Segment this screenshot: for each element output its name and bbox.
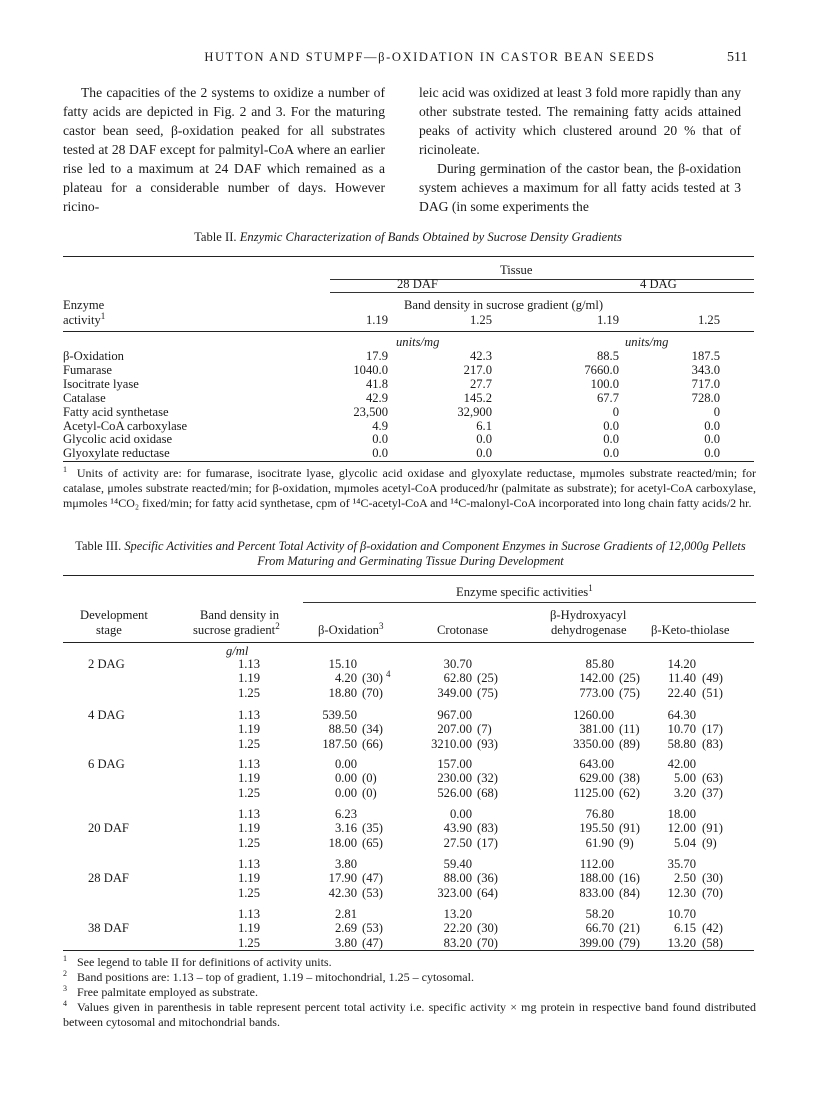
table3-percent-keto: (63) (702, 771, 723, 786)
table3-cell-keto: 42.00 (667, 757, 696, 771)
table3-percent-hyd: (75) (619, 685, 640, 700)
table3-percent-hyd: (9) (619, 835, 634, 850)
body-column-right (419, 83, 741, 216)
table2-footnote (63, 466, 756, 511)
table3-density: 1.13 (237, 708, 260, 722)
table3-percent-keto: (70) (702, 885, 723, 900)
table3-percent-keto: (91) (702, 821, 723, 836)
table3-cell-crot: 967.00 (437, 708, 472, 722)
table3-cell-crot: 230.00 (437, 771, 472, 786)
table3-density: 1.13 (237, 857, 260, 871)
table3-percent-hyd: (25) (619, 671, 640, 686)
table3-enzyme-header-text: Enzyme specific activities (456, 585, 589, 599)
table3-percent-crot: (25) (477, 671, 498, 686)
table3-percent-box: (65) (362, 835, 383, 850)
table3-boxidation-header-text: β-Oxidation (318, 623, 379, 637)
table2-cell: 187.5 (691, 349, 720, 363)
footnote-ref: 3 (378, 620, 384, 631)
body-paragraph: The capacities of the 2 systems to oxidize a number of fatty acids are depicted in Fig. 2 and 3. For the maturing castor bean seed, β-oxidation peaked for all substrates tested at 28 DAF except for palmityl-CoA where an earlier rise led to a maximum at 24 DAF which remained as a plateau for a considerable number of days. However ricino- (63, 85, 385, 214)
table3-percent-box: (34) (362, 722, 383, 737)
table2-cell: 217.0 (463, 362, 492, 377)
table2-units-left-text: units/mg (396, 335, 440, 349)
table3-stage-label: 28 DAF (88, 871, 129, 886)
table3-percent-crot: (7) (477, 722, 492, 737)
table3-cell-box: 15.10 (328, 657, 357, 671)
table3-bottom-rule (63, 950, 754, 951)
table3-percent-box: (0) (362, 771, 377, 786)
table2-row-label: Glycolic acid oxidase (63, 432, 173, 447)
table3-caption-label: Table III. (75, 539, 122, 553)
table3-footnote-text: Free palmitate employed as substrate. (77, 985, 258, 999)
table3-density: 1.13 (237, 907, 260, 921)
footnote-mark: 1 (63, 954, 67, 963)
table3-hydroxyacyl-header: β-Hydroxyacyl (550, 608, 627, 622)
table3-footnote-text: Values given in parenthesis in table represent percent total activity i.e. specific activity × mg protein in respective band found distributed between cytosomal and mitochondrial bands. (63, 1000, 756, 1029)
table3-stage-label: 20 DAF (88, 821, 129, 836)
table3-cell-crot: 27.50 (443, 835, 472, 850)
table2-density: 1.19 (596, 313, 619, 327)
footnote-mark: 1 (63, 465, 67, 474)
table3-top-rule (63, 575, 754, 576)
table3-cell-hyd: 142.00 (579, 671, 614, 686)
table3-cell-crot: 157.00 (437, 757, 472, 771)
table3-percent-hyd: (11) (619, 722, 640, 737)
table3-cell-hyd: 381.00 (579, 722, 614, 737)
table2-cell: 0 (612, 404, 619, 419)
table3-percent-keto: (83) (702, 736, 723, 751)
table3-cell-box: 3.80 (334, 935, 357, 950)
table2-cell: 67.7 (596, 390, 619, 405)
footnote-ref: 1 (588, 582, 593, 593)
table3-percent-hyd: (89) (619, 736, 640, 751)
table2-cell: 0.0 (704, 432, 720, 447)
table2-density: 1.25 (469, 313, 492, 327)
table3-percent-box: (53) (362, 921, 383, 936)
table3-cell-crot: 0.00 (449, 807, 472, 821)
table3-cell-keto: 12.00 (667, 821, 696, 836)
table3-percent-hyd: (16) (619, 871, 640, 886)
table3-footnote (63, 955, 756, 970)
table2-cell: 0.0 (704, 418, 720, 433)
table3-cell-keto: 2.50 (673, 871, 696, 886)
table2-group-28daf: 28 DAF (397, 277, 438, 291)
table3-cell-box: 2.81 (334, 907, 357, 921)
table3-cell-box: 6.23 (334, 807, 357, 821)
table3-cell-crot: 88.00 (443, 871, 472, 886)
table3-cell-box: 18.00 (328, 835, 357, 850)
table3-cell-hyd: 66.70 (585, 921, 614, 936)
table3-dev-header: Development (80, 608, 148, 622)
table3-density: 1.25 (237, 785, 260, 800)
table3-percent-crot: (70) (477, 935, 498, 950)
table3-cell-hyd: 773.00 (579, 685, 614, 700)
table3-enzyme-rule (303, 602, 756, 603)
table3-percent-keto: (49) (702, 671, 723, 686)
table2-cell: 17.9 (365, 349, 388, 363)
table3-percent-crot: (64) (477, 885, 498, 900)
table3-footnote-text: See legend to table II for definitions of activity units. (77, 955, 332, 969)
table3-percent-keto: (51) (702, 685, 723, 700)
table3-cell-crot: 83.20 (443, 935, 472, 950)
table3-percent-box: (70) (362, 685, 383, 700)
table3-cell-box: 4.20 (334, 671, 357, 686)
table2-row-label: Isocitrate lyase (63, 376, 139, 391)
table3-percent-keto: (42) (702, 921, 723, 936)
table3-cell-keto: 10.70 (667, 907, 696, 921)
table3-density: 1.25 (237, 885, 260, 900)
table2-bottom-rule (63, 461, 754, 462)
table2-cell: 0.0 (476, 432, 492, 447)
table3-percent-box: (66) (362, 736, 383, 751)
running-head: HUTTON AND STUMPF—β-OXIDATION IN CASTOR BEAN SEEDS (204, 50, 656, 64)
table2-units-right-text: units/mg (625, 335, 669, 349)
table3-density: 1.19 (237, 871, 260, 886)
table2-cell: 41.8 (365, 376, 388, 391)
table2-cell: 0.0 (704, 446, 720, 461)
table3-cell-keto: 13.20 (667, 935, 696, 950)
table2-density: 1.19 (365, 313, 388, 327)
table3-percent-box: (0) (362, 785, 377, 800)
table3-cell-hyd: 61.90 (585, 835, 614, 850)
table2-cell: 343.0 (691, 362, 720, 377)
table3-cell-box: 0.00 (334, 757, 357, 771)
table3-percent-crot: (17) (477, 835, 498, 850)
table3-cell-hyd: 58.20 (585, 907, 614, 921)
table3-stage-label: 2 DAG (88, 657, 125, 671)
table3-cell-keto: 64.30 (667, 708, 696, 722)
table3-percent-crot: (32) (477, 771, 498, 786)
table3-cell-hyd: 188.00 (579, 871, 614, 886)
table2-enzyme-header: Enzyme (63, 298, 105, 312)
table3-header-rule (63, 642, 754, 643)
table2-tissue-rule (330, 279, 754, 280)
table2-header-rule (63, 331, 754, 332)
table3-percent-keto: (9) (702, 835, 717, 850)
footnote-ref: 2 (275, 620, 280, 631)
table3-percent-keto: (58) (702, 935, 723, 950)
table2-units-left (396, 335, 439, 349)
table2-cell: 42.3 (469, 349, 492, 363)
table3-footnote-text: Band positions are: 1.13 – top of gradient, 1.19 – mitochondrial, 1.25 – cytosomal. (77, 970, 474, 984)
table2-cell: 100.0 (590, 376, 619, 391)
table3-cell-hyd: 643.00 (579, 757, 614, 771)
table3-cell-box: 17.90 (328, 871, 357, 886)
table3-cell-crot: 43.90 (443, 821, 472, 836)
table3-cell-keto: 12.30 (667, 885, 696, 900)
body-paragraph: During germination of the castor bean, the β-oxidation system achieves a maximum for all fatty acids tested at 3 DAG (in some experiments the (419, 161, 741, 214)
table3-cell-crot: 323.00 (437, 885, 472, 900)
table2-band-density-header: Band density in sucrose gradient (g/ml) (404, 298, 604, 312)
table2-row-label: β-Oxidation (63, 349, 124, 363)
footnote-mark: 4 (63, 999, 67, 1008)
table2-activity-header (63, 310, 106, 327)
table2-footnote-text: Units of activity are: for fumarase, isocitrate lyase, glycolic acid oxidase and glyoxylate reductase, mμmoles substrate reacted/min; for catalase, μmoles substrate reacted/min; for β-oxidation, mμmoles acetyl-CoA produced/hr (palmitate as substrate); for acetyl-CoA carboxylase, mμmoles ¹⁴CO₂ fixed/min; for fatty acid synthetase, cpm of ¹⁴C-acetyl-CoA and ¹⁴C-malonyl-CoA incorporated into long chain fatty acids/2 hr. (63, 466, 756, 510)
table3-cell-crot: 22.20 (443, 921, 472, 936)
table3-cell-box: 88.50 (328, 722, 357, 737)
table3-density: 1.19 (237, 921, 260, 936)
table2-cell: 0.0 (372, 446, 388, 461)
table3-cell-box: 2.69 (334, 921, 357, 936)
table3-cell-box: 18.80 (328, 685, 357, 700)
table3-percent-crot: (68) (477, 785, 498, 800)
table3-cell-hyd: 399.00 (579, 935, 614, 950)
table3-density: 1.19 (237, 771, 260, 786)
table2-top-rule (63, 256, 754, 257)
table2-tissue-header: Tissue (500, 263, 533, 277)
table2-cell: 4.9 (372, 418, 388, 433)
table3-caption (63, 539, 758, 569)
table2-cell: 728.0 (691, 390, 720, 405)
table3-density: 1.25 (237, 736, 260, 751)
table2-cell: 1040.0 (353, 362, 388, 377)
table3-percent-box: (53) (362, 885, 383, 900)
table3-cell-crot: 30.70 (443, 657, 472, 671)
body-paragraph: leic acid was oxidized at least 3 fold more rapidly than any other substrate tested. The remaining fatty acids attained peaks of activity which clustered around 20 % that of ricinoleate. (419, 85, 741, 157)
table3-percent-crot: (36) (477, 871, 498, 886)
table2-cell: 32,900 (457, 404, 492, 419)
table3-unit-text: g/ml (226, 644, 249, 658)
table3-cell-hyd: 3350.00 (573, 736, 614, 751)
table3-percent-keto: (17) (702, 722, 723, 737)
table2-units-right (625, 335, 668, 349)
table2-cell: 145.2 (463, 390, 492, 405)
table2-cell: 0.0 (603, 432, 619, 447)
table3-cell-crot: 207.00 (437, 722, 472, 737)
table3-density: 1.13 (237, 757, 260, 771)
table3-density: 1.25 (237, 935, 260, 950)
table3-gradient-header (193, 620, 280, 637)
table2-cell: 7660.0 (584, 362, 619, 377)
table2-cell: 0 (713, 404, 720, 419)
table3-cell-keto: 3.20 (673, 785, 696, 800)
table3-cell-keto: 5.04 (673, 835, 696, 850)
body-column-left (63, 83, 385, 216)
table3-boxidation-header (318, 620, 384, 637)
table3-percent-hyd: (62) (619, 785, 640, 800)
table2-cell: 42.9 (365, 390, 388, 405)
table2-caption (63, 230, 753, 245)
table3-density: 1.13 (237, 657, 260, 671)
table2-cell: 0.0 (476, 446, 492, 461)
table3-stage-label: 38 DAF (88, 921, 129, 936)
table2-caption-label: Table II. (194, 230, 237, 244)
table3-ketothiolase-header: β-Keto-thiolase (651, 623, 730, 637)
table2-cell: 6.1 (476, 418, 492, 433)
page-number: 511 (727, 50, 748, 65)
table3-density: 1.19 (237, 821, 260, 836)
table3-percent-crot: (75) (477, 685, 498, 700)
table3-cell-box: 3.80 (334, 857, 357, 871)
table3-percent-crot: (83) (477, 821, 498, 836)
table3-cell-crot: 62.80 (443, 671, 472, 686)
table3-crotonase-header: Crotonase (437, 623, 489, 637)
table3-cell-hyd: 85.80 (585, 657, 614, 671)
table3-cell-keto: 5.00 (673, 771, 696, 786)
table2-row-label: Acetyl-CoA carboxylase (63, 418, 188, 433)
table3-cell-keto: 11.40 (668, 671, 696, 686)
table2-cell: 717.0 (691, 376, 720, 391)
table2-row-label: Glyoxylate reductase (63, 446, 170, 461)
table2-cell: 0.0 (603, 446, 619, 461)
table3-stage-label: 4 DAG (88, 708, 125, 722)
table3-percent-keto: (30) (702, 871, 723, 886)
table3-unit (226, 644, 248, 658)
table3-density: 1.19 (237, 671, 260, 686)
table2-cell: 0.0 (372, 432, 388, 447)
table3-density: 1.25 (237, 685, 260, 700)
table2-caption-title: Enzymic Characterization of Bands Obtained by Sucrose Density Gradients (239, 230, 622, 244)
table3-enzyme-header (456, 582, 593, 599)
table3-cell-keto: 58.80 (667, 736, 696, 751)
table2-row-label: Fumarase (63, 362, 112, 377)
table3-percent-hyd: (84) (619, 885, 640, 900)
table3-cell-hyd: 1125.00 (573, 785, 614, 800)
table3-cell-keto: 22.40 (667, 685, 696, 700)
table3-cell-hyd: 1260.00 (573, 708, 614, 722)
table3-percent-keto: (37) (702, 785, 723, 800)
table2-group-4dag: 4 DAG (640, 277, 677, 291)
table3-cell-keto: 35.70 (667, 857, 696, 871)
table3-cell-box: 3.16 (334, 821, 357, 836)
table3-percent-hyd: (21) (619, 921, 640, 936)
table3-percent-box: (35) (362, 821, 383, 836)
table3-cell-crot: 526.00 (437, 785, 472, 800)
table3-cell-box: 42.30 (328, 885, 357, 900)
table3-percent-box: (47) (362, 935, 383, 950)
table3-cell-box: 0.00 (334, 771, 357, 786)
table3-dehydrogenase-header: dehydrogenase (551, 623, 627, 637)
table3-gradient-header-text: sucrose gradient (193, 623, 276, 637)
table3-density: 1.25 (237, 835, 260, 850)
table3-percent-hyd: (38) (619, 771, 640, 786)
table3-footnote (63, 985, 756, 1000)
table3-cell-hyd: 76.80 (585, 807, 614, 821)
table2-cell: 88.5 (596, 349, 619, 363)
footnote-ref: 1 (100, 310, 106, 321)
footnote-ref: 4 (386, 669, 391, 680)
table3-percent-box: (47) (362, 871, 383, 886)
table3-percent-crot: (93) (477, 736, 498, 751)
footnote-mark: 3 (63, 984, 67, 993)
table3-cell-crot: 3210.00 (431, 736, 472, 751)
table2-row-label: Fatty acid synthetase (63, 404, 169, 419)
table3-density: 1.19 (237, 722, 260, 737)
table3-cell-crot: 13.20 (443, 907, 472, 921)
table2-row-label: Catalase (63, 390, 106, 405)
table3-caption-title: Specific Activities and Percent Total Activity of β-oxidation and Component Enzymes in Sucrose Gradients of 12,000g Pellets From Maturing and Germinating Tissue During Development (124, 539, 746, 568)
table3-cell-hyd: 833.00 (579, 885, 614, 900)
footnote-mark: 2 (63, 969, 67, 978)
table2-cell: 0.0 (603, 418, 619, 433)
table3-percent-hyd: (79) (619, 935, 640, 950)
table3-band-header: Band density in (200, 608, 280, 622)
table2-activity-label: activity (63, 313, 101, 327)
table3-cell-box: 187.50 (322, 736, 357, 751)
table3-cell-box: 0.00 (334, 785, 357, 800)
table3-stage-header: stage (96, 623, 122, 637)
table3-cell-keto: 10.70 (667, 722, 696, 737)
table3-stage-label: 6 DAG (88, 757, 125, 771)
table3-cell-hyd: 195.50 (579, 821, 614, 836)
table3-cell-keto: 14.20 (667, 657, 696, 671)
table3-cell-hyd: 112.00 (579, 857, 614, 871)
table3-cell-hyd: 629.00 (579, 771, 614, 786)
table3-cell-crot: 59.40 (443, 857, 472, 871)
table2-cell: 27.7 (469, 376, 492, 391)
table3-cell-crot: 349.00 (437, 685, 472, 700)
table3-percent-box: (30) (362, 671, 383, 686)
table3-footnote (63, 1000, 756, 1030)
table3-footnote (63, 970, 756, 985)
table2-density: 1.25 (697, 313, 720, 327)
table3-percent-crot: (30) (477, 921, 498, 936)
table2-cell: 23,500 (353, 404, 388, 419)
table3-cell-keto: 6.15 (673, 921, 696, 936)
table3-cell-keto: 18.00 (667, 807, 696, 821)
table3-density: 1.13 (237, 807, 260, 821)
table3-cell-box: 539.50 (322, 708, 357, 722)
table3-percent-hyd: (91) (619, 821, 640, 836)
table2-group-rule (330, 292, 754, 293)
